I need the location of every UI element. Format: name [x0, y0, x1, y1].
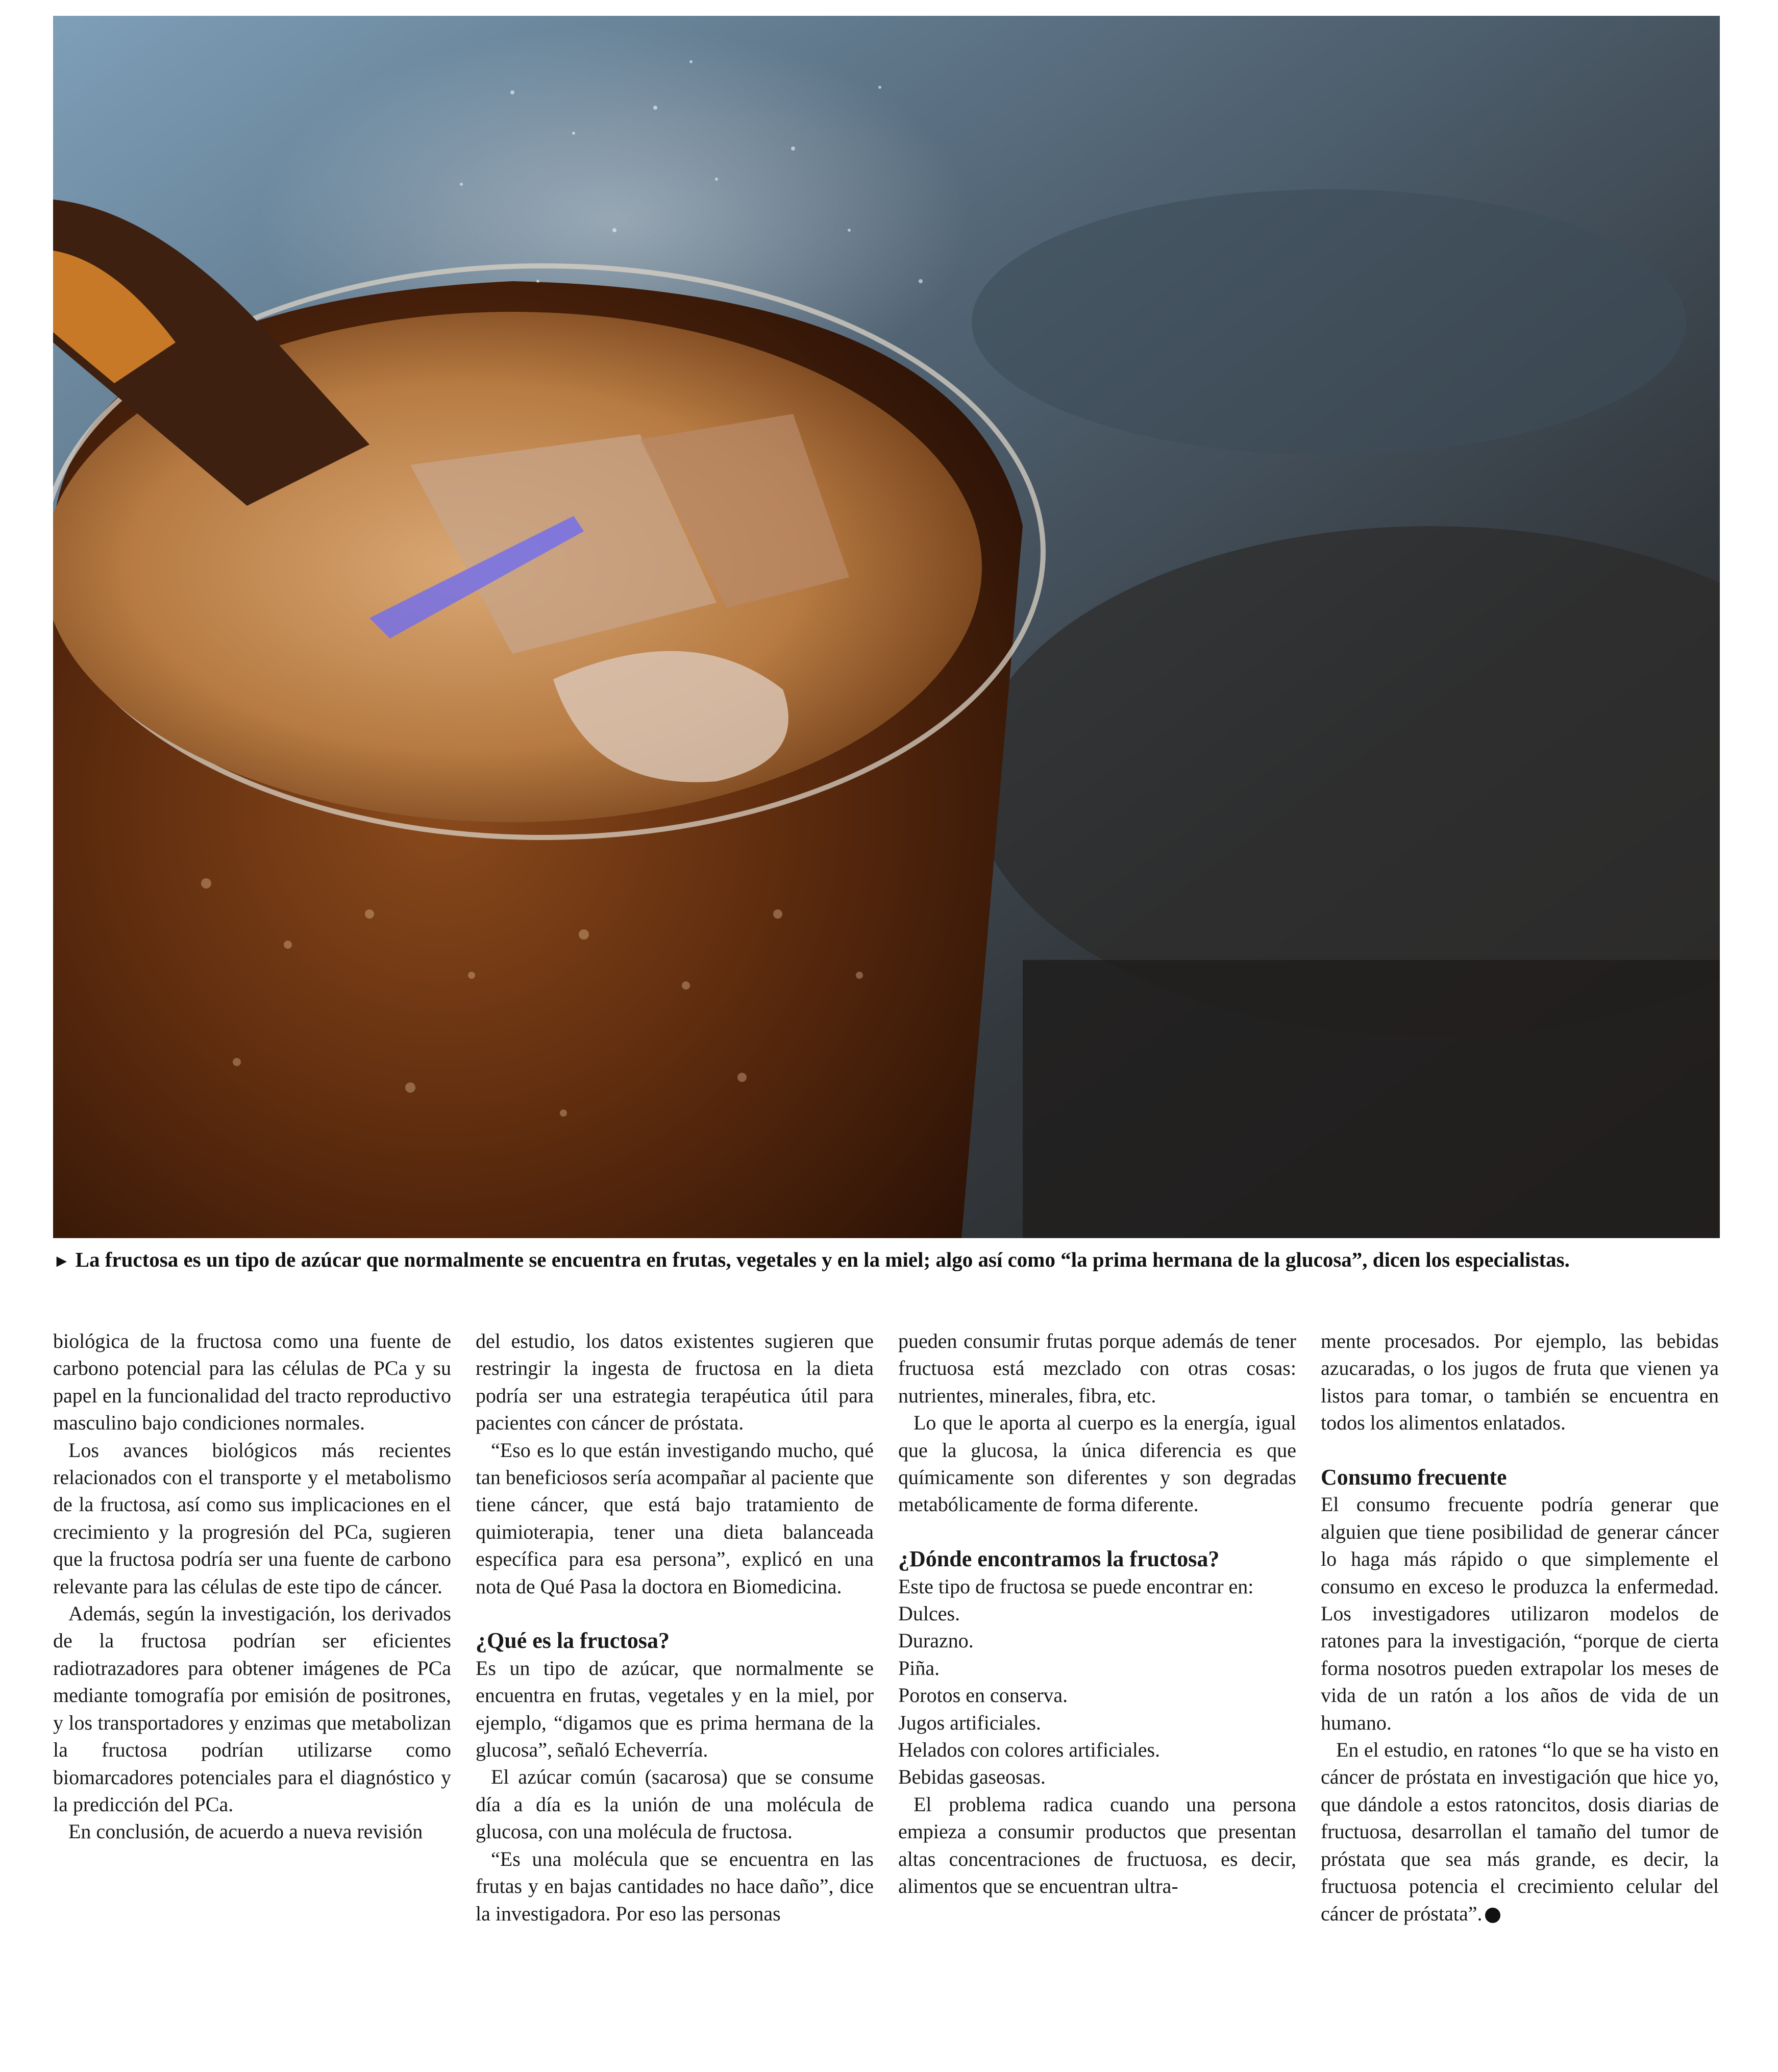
- list-item: Piña.: [898, 1656, 940, 1680]
- paragraph: El azúcar común (sacarosa) que se consume día a día es la unión de una molécula de glucosa, con una molécula de fructosa.: [476, 1765, 874, 1843]
- paragraph: Los avances biológicos más recientes relacionados con el transporte y el metabolismo de la fructosa, así como sus implicaciones en el crecimiento y la progresión del PCa, sugieren que la fructosa podría ser una fuente de carbono relevante para las células de este tipo de cáncer.: [53, 1438, 451, 1598]
- paragraph: pueden consumir frutas porque además de tener fructuosa está mezclado con otras cosas: nutrientes, minerales, fibra, etc.: [898, 1329, 1296, 1407]
- paragraph: En conclusión, de acuerdo a nueva revisión: [68, 1820, 423, 1843]
- section-heading: Consumo frecuente: [1321, 1465, 1507, 1490]
- spacer: [898, 1518, 1296, 1545]
- list-item: Porotos en conserva.: [898, 1684, 1068, 1707]
- caption-text: La fructosa es un tipo de azúcar que normalmente se encuentra en frutas, vegetales y en la miel; algo así como “la prima hermana de la glucosa”, dicen los especialistas.: [75, 1248, 1570, 1271]
- paragraph: [1321, 1736, 1719, 1927]
- paragraph: Además, según la investigación, los derivados de la fructosa podrían ser eficientes radiotrazadores para obtener imágenes de PCa mediante tomografía por emisión de positrones, y los transportadores y enzimas que metabolizan la fructosa podrían utilizarse como biomarcadores potenciales para el diagnóstico y la predicción del PCa.: [53, 1602, 451, 1816]
- paragraph: Es un tipo de azúcar, que normalmente se encuentra en frutas, vegetales y en la miel, por ejemplo, “digamos que es prima hermana de la glucosa”, señaló Echeverría.: [476, 1656, 874, 1762]
- article-photo: [53, 16, 1720, 1238]
- paragraph: Lo que le aporta al cuerpo es la energía, igual que la glucosa, la única diferencia es que químicamente son diferentes y son degradas metabólicamente de forma diferente.: [898, 1411, 1296, 1516]
- cola-glass-illustration: [53, 16, 1720, 1238]
- paragraph: “Eso es lo que están investigando mucho, qué tan beneficiosos sería acompañar al paciente que tiene cáncer, que está bajo tratamiento de quimioterapia, tener una dieta balanceada específica para esa persona”, explicó en una nota de Qué Pasa la doctora en Biomedicina.: [476, 1438, 874, 1598]
- section-heading: ¿Dónde encontramos la fructosa?: [898, 1546, 1220, 1572]
- spacer: [1321, 1437, 1719, 1464]
- article-column-4: [1321, 1327, 1719, 1927]
- paragraph: biológica de la fructosa como una fuente de carbono potencial para las células de PCa y su papel en la funcionalidad del tracto reproductivo masculino bajo condiciones normales.: [53, 1329, 451, 1435]
- list-item: Durazno.: [898, 1629, 974, 1652]
- paragraph: Este tipo de fructosa se puede encontrar en:: [898, 1574, 1254, 1598]
- list-item: Jugos artificiales.: [898, 1711, 1041, 1734]
- paragraph-text: En el estudio, en ratones “lo que se ha visto en cáncer de próstata en investigación que hice yo, que dándole a estos ratoncitos, dosis diarias de fructuosa, desarrollan el tamaño del tumor de próstata que sea más grande, es decir, la fructuosa potencia el crecimiento celular del cáncer de próstata”.: [1321, 1738, 1719, 1925]
- paragraph: El problema radica cuando una persona empieza a consumir productos que presentan altas concentraciones de fructuosa, es decir, alimentos que se encuentran ultra-: [898, 1792, 1296, 1898]
- paragraph: El consumo frecuente podría generar que alguien que tiene posibilidad de generar cáncer lo haga más rápido o que simplemente el consumo en exceso le produzca la enfermedad. Los investigadores utilizaron modelos de ratones para la investigación, “porque de cierta forma nosotros pueden extrapolar los meses de vida de un ratón a los años de vida de un humano.: [1321, 1493, 1719, 1734]
- article-column-2: [476, 1327, 874, 1927]
- list-item: Bebidas gaseosas.: [898, 1765, 1046, 1789]
- end-of-article-icon: [1485, 1908, 1500, 1923]
- list-item: Dulces.: [898, 1602, 960, 1625]
- list-item: Helados con colores artificiales.: [898, 1738, 1160, 1762]
- spacer: [476, 1600, 874, 1627]
- paragraph: del estudio, los datos existentes sugieren que restringir la ingesta de fructosa en la dieta podría ser una estrategia terapéutica útil para pacientes con cáncer de próstata.: [476, 1329, 874, 1435]
- caption-arrow-icon: ►: [53, 1252, 70, 1271]
- article-column-1: [53, 1327, 451, 1845]
- paragraph: mente procesados. Por ejemplo, las bebidas azucaradas, o los jugos de fruta que vienen ya listos para tomar, o también se encuentra en todos los alimentos enlatados.: [1321, 1329, 1719, 1435]
- article-column-3: [898, 1327, 1296, 1900]
- section-heading: ¿Qué es la fructosa?: [476, 1628, 670, 1654]
- paragraph: “Es una molécula que se encuentra en las frutas y en bajas cantidades no hace daño”, dice la investigadora. Por eso las personas: [476, 1847, 874, 1925]
- photo-caption: [53, 1245, 1720, 1276]
